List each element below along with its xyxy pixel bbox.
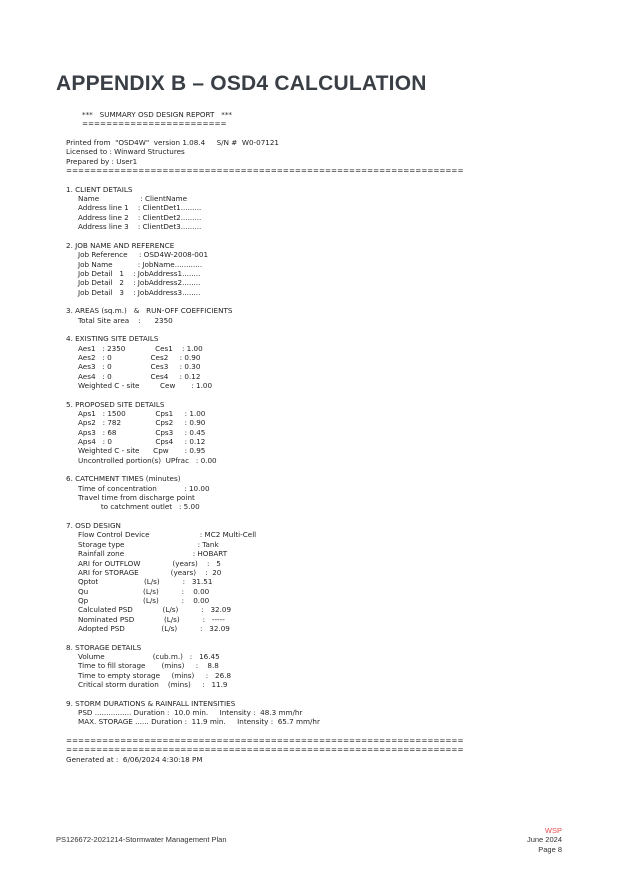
ari-storage: ARI for STORAGE (years) : 20 <box>78 567 222 577</box>
max-storage-storm: MAX. STORAGE ...... Duration : 11.9 min. Intensity : 65.7 mm/hr <box>78 717 320 727</box>
time-to-empty: Time to empty storage (mins) : 26.8 <box>78 670 232 680</box>
storage-heading: 8. STORAGE DETAILS <box>66 642 142 652</box>
existing-weighted-c: Weighted C - site Cew : 1.00 <box>78 380 213 390</box>
client-name: Name : ClientName <box>78 194 188 204</box>
report-bottom-rule: ================================================================== <box>66 736 464 746</box>
job-detail-2: Job Detail 2 : JobAddress2........ <box>78 278 201 288</box>
uncontrolled-portion: Uncontrolled portion(s) UPfrac : 0.00 <box>78 455 217 465</box>
prepared-by: Prepared by : User1 <box>66 156 138 166</box>
page-title: APPENDIX B – OSD4 CALCULATION <box>56 72 427 95</box>
footer-document-id: PS126672-2021214-Stormwater Management Plan <box>56 835 227 844</box>
proposed-row: Aps2 : 782 Cps2 : 0.90 <box>78 418 206 428</box>
footer-right-block <box>527 826 562 854</box>
printed-from: Printed from "OSD4W" version 1.08.4 S/N # W0-07121 <box>66 138 279 148</box>
psd-storm: PSD ................ Duration : 10.0 min. Intensity : 48.3 mm/hr <box>78 708 303 717</box>
existing-site-heading: 4. EXISTING SITE DETAILS <box>66 334 159 344</box>
report-header-rule: ======================== <box>66 119 227 129</box>
areas-heading: 3. AREAS (sq.m.) & RUN-OFF COEFFICIENTS <box>66 306 233 316</box>
storage-volume: Volume (cub.m.) : 16.45 <box>78 651 220 661</box>
time-to-fill: Time to fill storage (mins) : 8.8 <box>78 661 219 671</box>
adopted-psd: Adopted PSD (L/s) : 32.09 <box>78 623 230 633</box>
critical-storm-duration: Critical storm duration (mins) : 11.9 <box>78 679 228 689</box>
job-heading: 2. JOB NAME AND REFERENCE <box>66 240 175 250</box>
existing-row: Aes3 : 0 Ces3 : 0.30 <box>78 362 201 372</box>
job-name: Job Name : JobName............ <box>78 259 203 269</box>
report-bottom-rule: ================================================================== <box>66 745 464 755</box>
footer-date: June 2024 <box>526 835 562 845</box>
qp: Qp (L/s) : 0.00 <box>78 595 210 605</box>
rainfall-zone: Rainfall zone : HOBART <box>78 549 228 559</box>
client-heading: 1. CLIENT DETAILS <box>66 184 133 194</box>
report-header: *** SUMMARY OSD DESIGN REPORT *** <box>66 110 233 119</box>
proposed-row: Aps4 : 0 Cps4 : 0.12 <box>78 437 206 447</box>
osd-design-heading: 7. OSD DESIGN <box>66 521 121 531</box>
time-of-concentration: Time of concentration : 10.00 <box>78 483 210 493</box>
wsp-logo: WSP <box>544 826 562 835</box>
travel-time-value: to catchment outlet : 5.00 <box>78 502 200 512</box>
existing-row: Aes1 : 2350 Ces1 : 1.00 <box>78 343 203 353</box>
proposed-row: Aps3 : 68 Cps3 : 0.45 <box>78 427 206 437</box>
storm-heading: 9. STORM DURATIONS & RAINFALL INTENSITIES <box>66 698 236 708</box>
ari-outflow: ARI for OUTFLOW (years) : 5 <box>78 558 221 568</box>
travel-time-label: Travel time from discharge point <box>78 493 195 503</box>
total-site-area: Total Site area : 2350 <box>78 315 173 325</box>
storage-type: Storage type : Tank <box>78 539 219 549</box>
proposed-row: Aps1 : 1500 Cps1 : 1.00 <box>78 409 206 418</box>
osd-summary-report <box>66 110 464 764</box>
client-address-3: Address line 3 : ClientDet3......... <box>78 222 202 232</box>
flow-control-device: Flow Control Device : MC2 Multi-Cell <box>78 530 257 540</box>
catchment-heading: 6. CATCHMENT TIMES (minutes) <box>66 474 181 484</box>
existing-row: Aes2 : 0 Ces2 : 0.90 <box>78 352 201 362</box>
report-top-rule: ================================================================== <box>66 166 464 176</box>
proposed-site-heading: 5. PROPOSED SITE DETAILS <box>66 399 165 409</box>
client-address-1: Address line 1 : ClientDet1......... <box>78 203 202 213</box>
client-address-2: Address line 2 : ClientDet2......... <box>78 212 202 222</box>
existing-row: Aes4 : 0 Ces4 : 0.12 <box>78 371 201 381</box>
generated-at: Generated at : 6/06/2024 4:30:18 PM <box>66 754 203 764</box>
qptot: Qptot (L/s) : 31.51 <box>78 577 213 587</box>
calculated-psd: Calculated PSD (L/s) : 32.09 <box>78 605 232 615</box>
licensed-to: Licensed to : Winward Structures <box>66 147 185 157</box>
qu: Qu (L/s) : 0.00 <box>78 586 210 596</box>
job-detail-3: Job Detail 3 : JobAddress3........ <box>78 287 201 297</box>
job-detail-1: Job Detail 1 : JobAddress1........ <box>78 268 201 278</box>
job-reference: Job Reference : OSD4W-2008-001 <box>78 250 209 260</box>
proposed-weighted-c: Weighted C - site Cpw : 0.95 <box>78 446 206 456</box>
footer-page-number: Page 8 <box>538 844 562 854</box>
nominated-psd: Nominated PSD (L/s) : ----- <box>78 614 225 624</box>
